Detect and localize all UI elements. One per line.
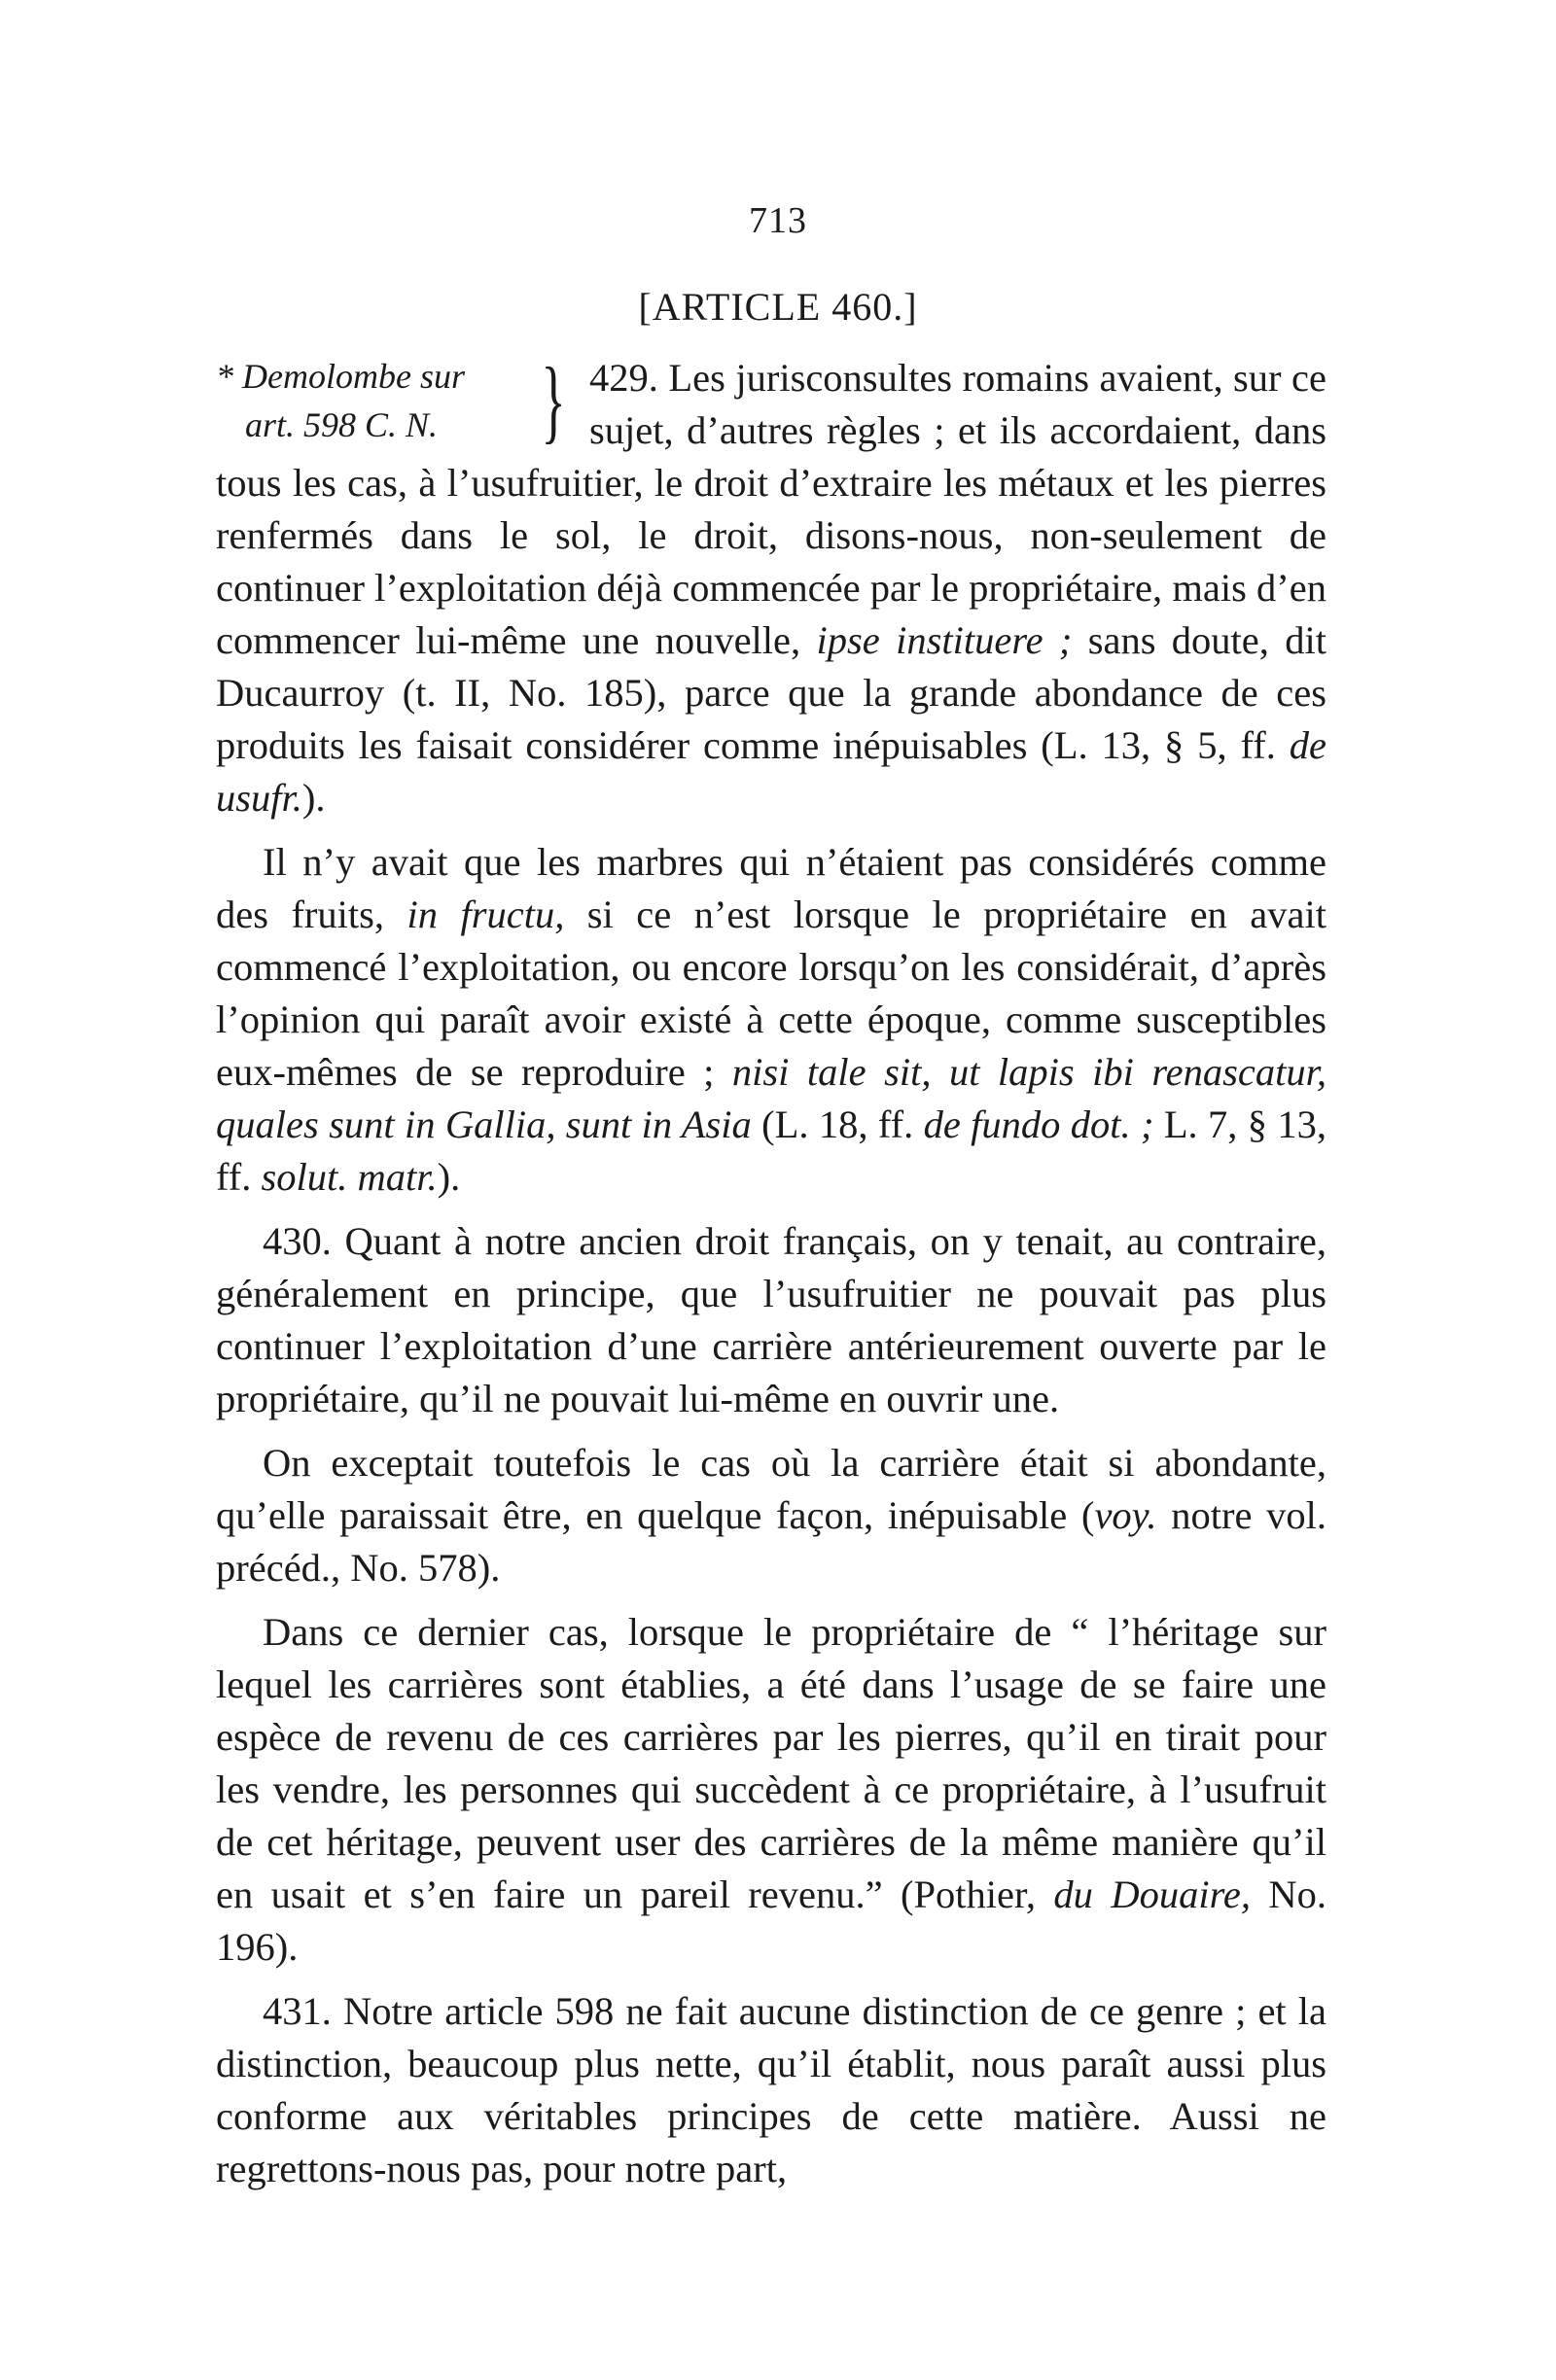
- italic-text: de usufr.: [216, 723, 1326, 820]
- paragraphs: [216, 348, 1327, 2195]
- italic-text: nisi tale sit, ut lapis ibi renascatur, quales sunt in Gallia, sunt in Asia: [216, 1050, 1326, 1146]
- text-run: ).: [301, 776, 326, 820]
- italic-text: in fructu,: [407, 892, 565, 936]
- citation-line-2: art. 598 C. N.: [245, 405, 439, 444]
- text-run: si ce n’est lorsque le propriétaire en avait commencé l’exploitation, ou encore lorsqu’on les considérait, d’après l’opinion qui paraît avoir existé à cette époque, comme susceptibles eux-mêmes de se reproduire ;: [216, 892, 1326, 1094]
- text-run: No. 196).: [216, 1872, 1327, 1969]
- paragraph-p430: [216, 1215, 1326, 1425]
- italic-text: du Douaire,: [1053, 1872, 1251, 1916]
- italic-text: de fundo dot. ;: [923, 1102, 1154, 1146]
- text-run: 431. Notre article 598 ne fait aucune distinction de ce genre ; et la distinction, beaucoup plus nette, qu’il établit, nous paraît aussi plus conforme aux véritables principes de cette matière. Aussi ne regrettons-nous pas, pour notre part,: [216, 1989, 1326, 2190]
- paragraph-p431: [216, 1985, 1326, 2195]
- paragraph-p429b: [216, 836, 1326, 1204]
- italic-text: ipse instituere ;: [816, 618, 1073, 662]
- citation-line-1: * Demolombe sur: [216, 357, 465, 396]
- italic-text: voy.: [1094, 1493, 1157, 1537]
- text-run: Il n’y avait que les marbres qui n’étaient pas considérés comme des fruits,: [216, 840, 1326, 936]
- text-run: sans doute, dit Ducaurroy (t. II, No. 185), parce que la grande abondance de ces produits les faisait considérer comme inépuisables (L. 13, § 5, ff.: [216, 618, 1327, 767]
- text-run: Dans ce dernier cas, lorsque le propriétaire de “ l’héritage sur lequel les carrières sont établies, a été dans l’usage de se faire une espèce de revenu de ces carrières par les pierres, qu’il en tirait pour les vendre, les personnes qui succèdent à ce propriétaire, à l’usufruit de cet héritage, peuvent user des carrières de la même manière qu’il en usait et s’en faire un pareil revenu.” (Pothier,: [216, 1610, 1326, 1916]
- text-run: 429. Les jurisconsultes romains avaient, sur ce sujet, d’autres règles ; et ils accordaient, dans tous les cas, à l’usufruitier, le droit d’extraire les métaux et les pierres renfermés dans le sol, le droit, disons-nous, non-seulement de continuer l’exploitation déjà commencée par le propriétaire, mais d’en commencer lui-même une nouvelle,: [216, 356, 1326, 662]
- document-body: [216, 348, 1327, 2207]
- text-run: On exceptait toutefois le cas où la carrière était si abondante, qu’elle paraissait être, en quelque façon, inépuisable (: [216, 1441, 1326, 1537]
- text-run: (L. 18, ff.: [751, 1102, 924, 1146]
- margin-citation: [216, 348, 576, 453]
- text-run: notre vol. précéd., No. 578).: [216, 1493, 1326, 1590]
- paragraph-p430b: [216, 1437, 1326, 1594]
- citation-text: [216, 352, 537, 449]
- text-run: L. 7, § 13, ff.: [216, 1102, 1326, 1199]
- text-run: 430. Quant à notre ancien droit français, on y tenait, au contraire, généralement en principe, que l’usufruitier ne pouvait pas plus continuer l’exploitation d’une carrière antérieurement ouverte par le propriétaire, qu’il ne pouvait lui-même en ouvrir une.: [216, 1219, 1326, 1420]
- text-run: ).: [437, 1155, 461, 1199]
- italic-text: solut. matr.: [261, 1155, 438, 1199]
- page-number: 713: [749, 200, 807, 241]
- citation-brace-icon: }: [541, 348, 566, 452]
- article-heading: [ARTICLE 460.]: [638, 285, 918, 329]
- paragraph-p430c: [216, 1606, 1326, 1974]
